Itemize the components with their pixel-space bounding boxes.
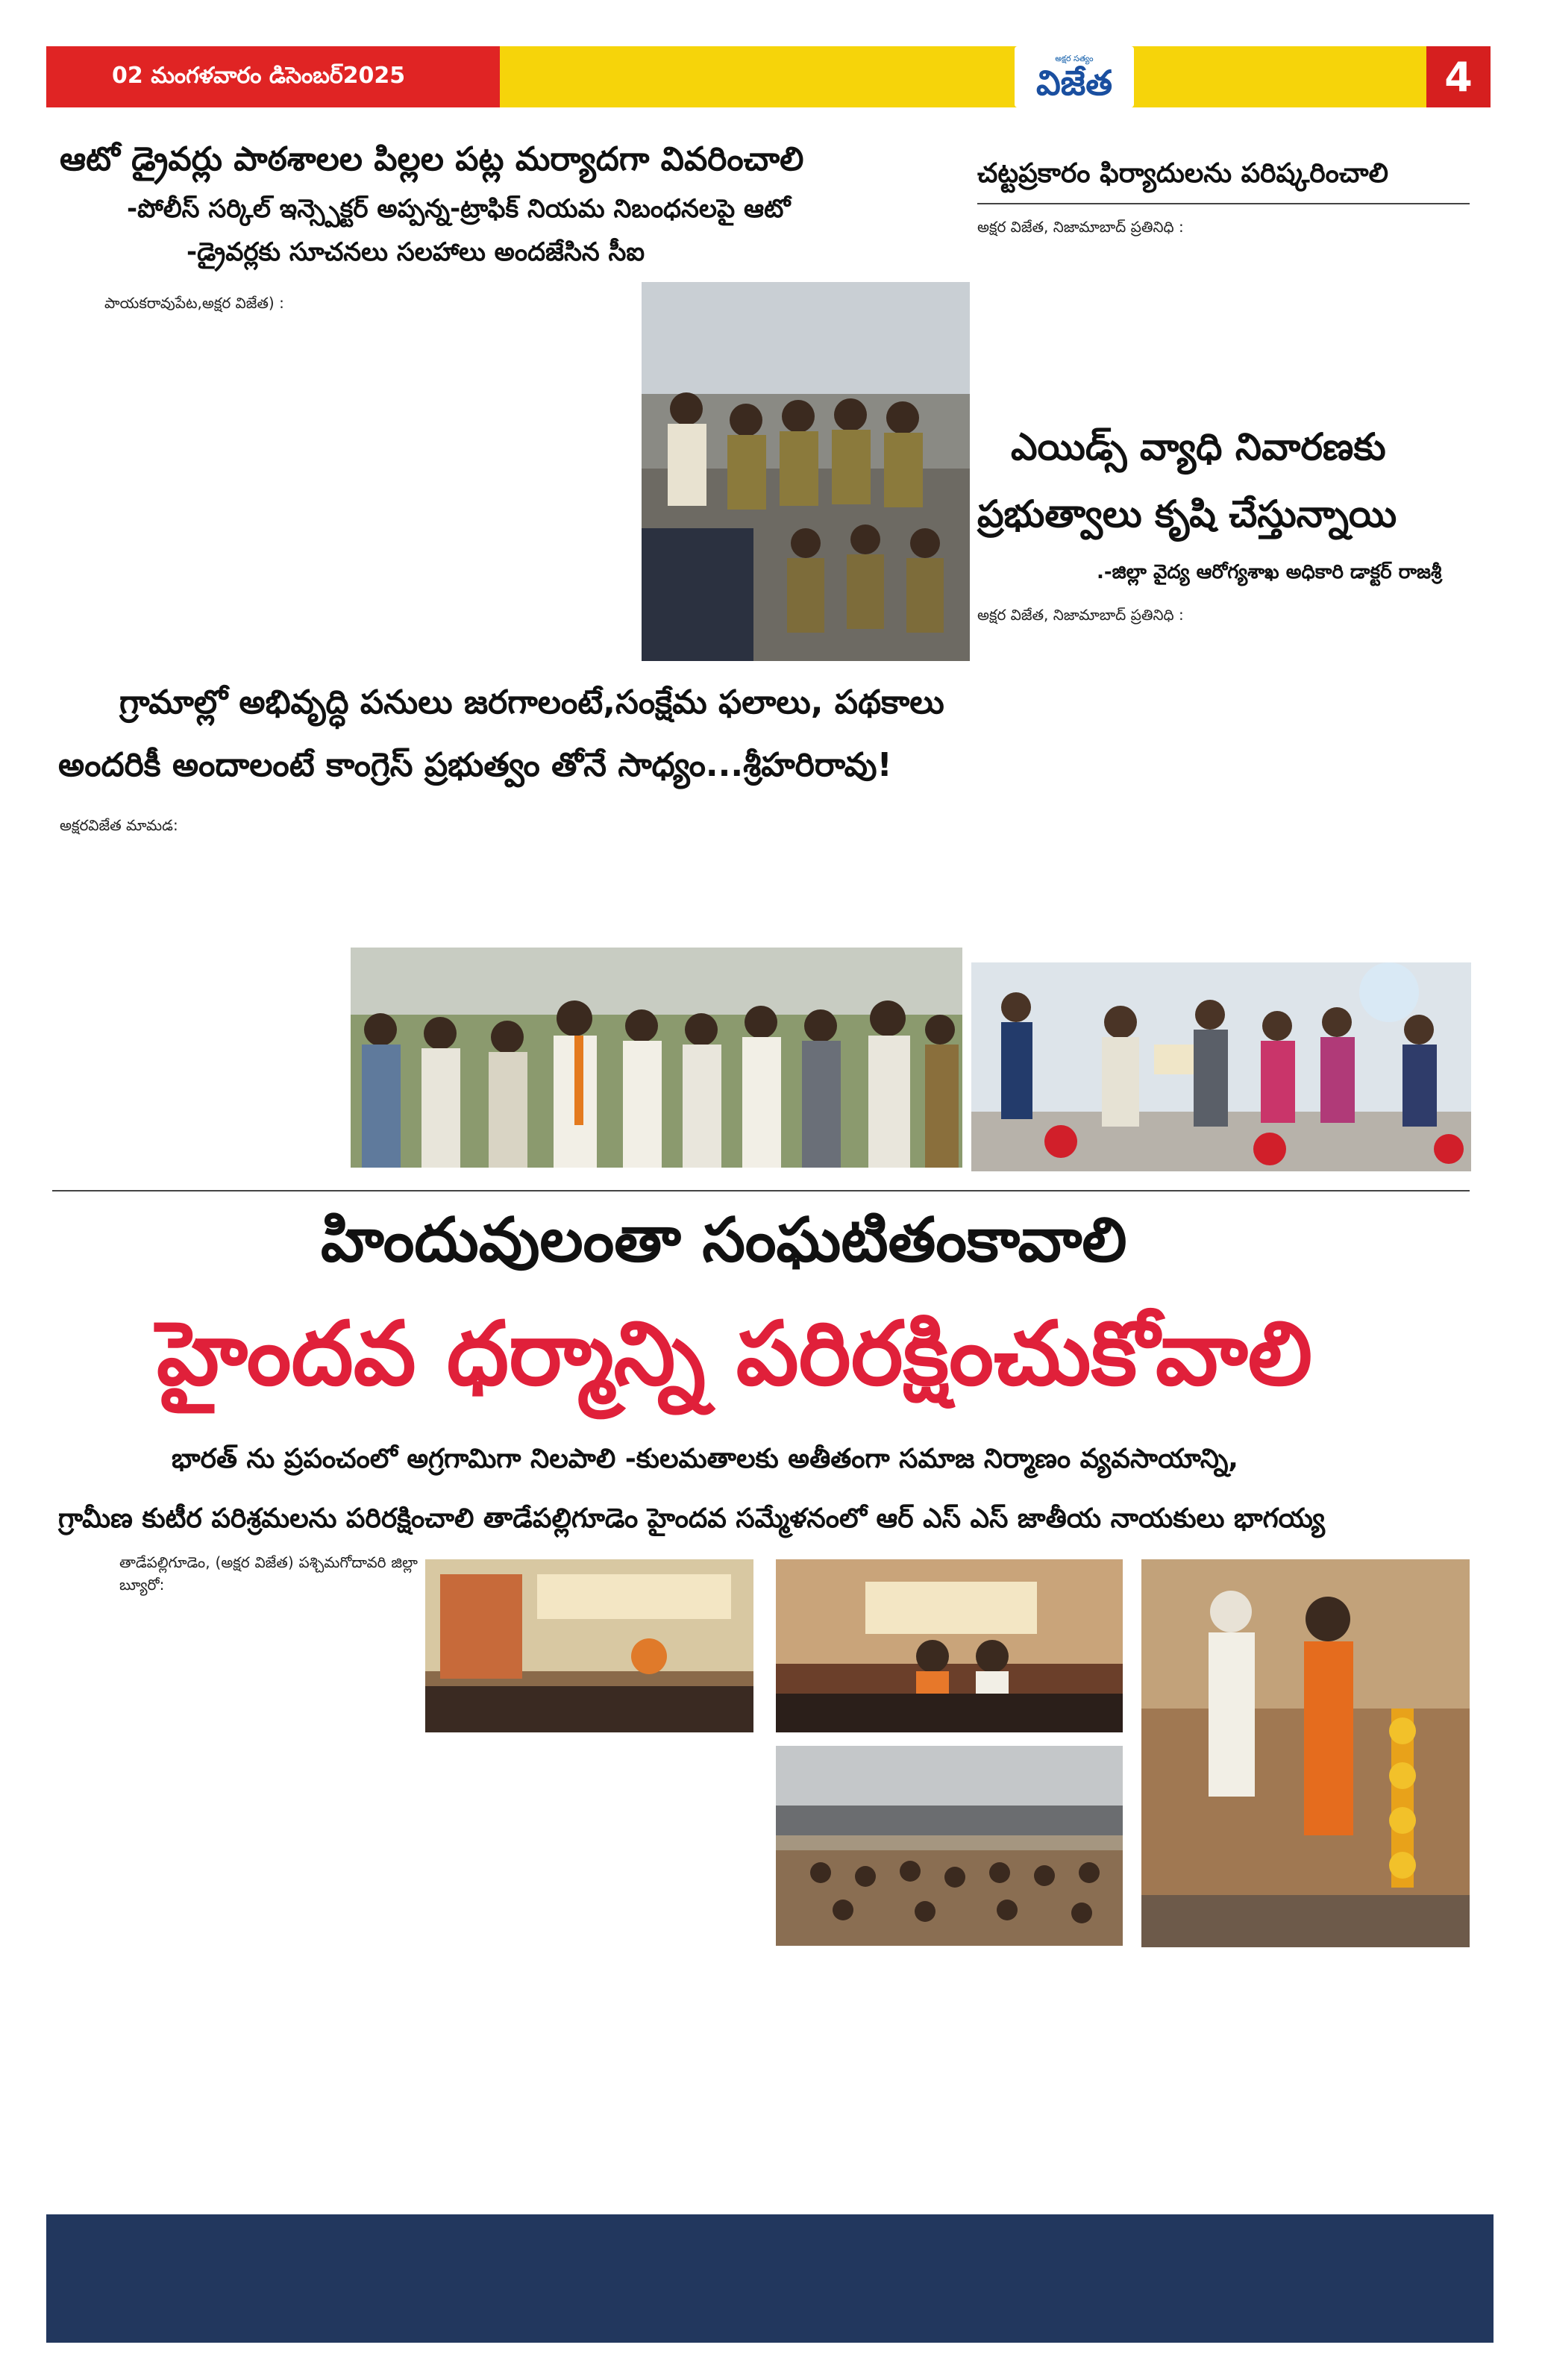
story1-body-lead: పాయకరావుపేట,అక్షర విజేత) : (104, 294, 284, 312)
story4-headline-2: అందరికీ అందాలంటే కాంగ్రెస్ ప్రభుత్వం తోనే సాధ్యం...శ్రీహరిరావు! (58, 746, 892, 784)
story2-headline: చట్టప్రకారం ఫిర్యాదులను పరిష్కరించాలి (977, 158, 1389, 189)
story4-body-col3 (649, 815, 962, 938)
story5-body-col3 (425, 1951, 776, 2212)
story2-body (977, 216, 1470, 440)
story5-headline-1: హిందువులంతా సంఘటితంకావాలి (321, 1205, 1127, 1276)
story4-body-lead: అక్షరవిజేత మామడ: (60, 816, 178, 834)
story3-headline-2: ప్రభుత్వాలు కృషి చేస్తున్నాయి (977, 492, 1397, 536)
section-divider (52, 1190, 1470, 1191)
story5-body-col2 (425, 1746, 753, 1947)
story3-photo-award (971, 962, 1471, 1171)
dateline: 02 మంగళవారం డిసెంబర్2025 (112, 63, 406, 89)
story5-photo-stage-2 (776, 1559, 1123, 1732)
story1-subhead-2: -డ్రైవర్లకు సూచనలు సలహాలు అందజేసిన సీఐ (187, 237, 645, 267)
story5-body-col5 (1149, 1951, 1470, 2212)
logo-name: విజేత (1035, 63, 1113, 103)
story3-body (977, 604, 1470, 944)
story5-photo-stage-1 (425, 1559, 753, 1732)
story2-body-lead: అక్షర విజేత, నిజామాబాద్ ప్రతినిధి : (977, 218, 1184, 236)
story1-photo-auto-drivers (642, 282, 970, 661)
masthead-yellow-band (500, 46, 1426, 107)
logo-tagline: అక్షర సత్యం (1055, 54, 1094, 63)
story4-headline-1: గ్రామాల్లో అభివృద్ధి పనులు జరగాలంటే,సంక్షేమ ఫలాలు, పథకాలు (119, 683, 944, 721)
story5-photo-crowd (776, 1746, 1123, 1946)
story3-body-lead: అక్షర విజేత, నిజామాబాద్ ప్రతినిధి : (977, 606, 1184, 624)
story5-deck-1: భారత్ ను ప్రపంచంలో అగ్రగామిగా నిలపాలి -కులమతాలకు అతీతంగా సమాజ నిర్మాణం వ్యవసాయాన్ని, (172, 1444, 1238, 1474)
newspaper-logo (1015, 46, 1134, 107)
story4-body-col1 (60, 815, 336, 1173)
story4-photo-group (351, 948, 962, 1168)
story5-headline-2: హైందవ ధర్మాన్ని పరిరక్షించుకోవాలి (157, 1302, 1313, 1405)
story1-body-col1 (104, 292, 351, 664)
story5-body-col1 (119, 1552, 418, 2212)
story5-photo-lamp (1141, 1559, 1470, 1947)
story1-body-col2 (358, 292, 627, 664)
page-number: 4 (1426, 46, 1491, 107)
story1-subhead-1: -పోలీస్ సర్కిల్ ఇన్స్పెక్టర్ అప్పన్న-ట్రాఫిక్ నియమ నిబంధనలపై ఆటో (127, 194, 791, 224)
footer-band (46, 2214, 1494, 2343)
story4-body-col2 (351, 815, 634, 938)
story5-body-lead: తాడేపల్లిగూడెం, (అక్షర విజేత) పశ్చిమగోదావరి జిల్లా బ్యూరో: (119, 1553, 418, 1594)
story1-headline: ఆటో డ్రైవర్లు పాఠశాలల పిల్లల పట్ల మర్యాదగా వివరించాలి (60, 140, 804, 178)
story5-body-col4 (791, 1951, 1134, 2212)
story5-deck-2: గ్రామీణ కుటీర పరిశ్రమలను పరిరక్షించాలి తాడేపల్లిగూడెం హైందవ సమ్మేళనంలో ఆర్ ఎస్ ఎస్ జాతీయ నాయకులు భాగయ్య (58, 1503, 1326, 1534)
story3-byline: .-జిల్లా వైద్య ఆరోగ్యశాఖ అధికారి డాక్టర్ రాజశ్రీ (1097, 561, 1442, 583)
story3-headline-1: ఎయిడ్స్ వ్యాధి నివారణకు (1011, 425, 1386, 469)
story2-divider (977, 203, 1470, 204)
